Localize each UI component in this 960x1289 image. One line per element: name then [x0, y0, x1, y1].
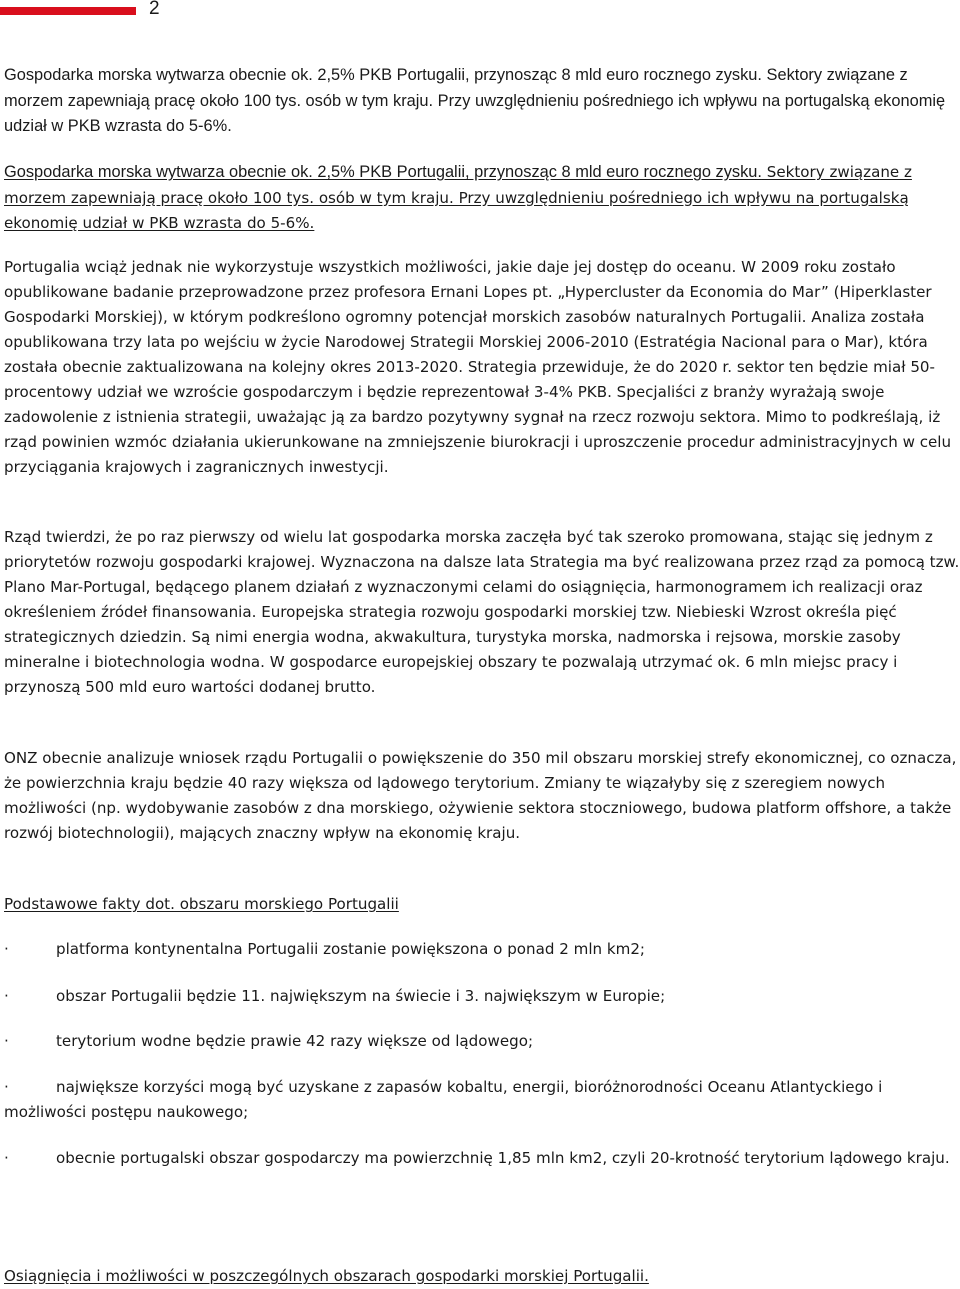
bullet-icon: · — [4, 987, 9, 1005]
facts-list-item — [4, 1029, 960, 1054]
header-accent-bar — [0, 7, 136, 15]
bullet-icon: · — [4, 1078, 9, 1096]
facts-list-item-text: obecnie portugalski obszar gospodarczy ma powierzchnię 1,85 mln km2, czyli 20-krotność terytorium lądowego kraju. — [56, 1149, 950, 1167]
bullet-icon: · — [4, 1032, 9, 1050]
bullet-icon: · — [4, 940, 9, 958]
section-heading-achievements: Osiągnięcia i możliwości w poszczególnych obszarach gospodarki morskiej Portugalii. — [4, 1267, 649, 1285]
facts-list-item-text: największe korzyści mogą być uzyskane z zapasów kobaltu, energii, bioróżnorodności Oceanu Atlantyckiego i możliwości postępu naukowego; — [4, 1078, 883, 1121]
page-number: 2 — [149, 0, 160, 19]
facts-list-item-text: platforma kontynentalna Portugalii zostanie powiększona o ponad 2 mln km2; — [56, 940, 646, 958]
paragraph-un-proposal: ONZ obecnie analizuje wniosek rządu Portugalii o powiększenie do 350 mil obszaru morskiej strefy ekonomicznej, co oznacza, że powierzchnia kraju będzie 40 razy większa od lądowego terytorium. Zmiany te wiązałyby się z szeregiem nowych możliwości (np. wydobywanie zasobów z dna morskiego, ożywienie sektora stoczniowego, budowa platform offshore, a także rozwój biotechnologii), mających znaczny wpływ na ekonomię kraju. — [4, 749, 957, 842]
link-underlined-text[interactable]: Gospodarka morska wytwarza obecnie ok. 2,5% PKB Portugalii, przynosząc 8 mld euro rocznego zysku. — [4, 163, 762, 181]
facts-list-item-text: obszar Portugalii będzie 11. największym na świecie i 3. największym w Europie; — [56, 987, 666, 1005]
paragraph-strategy: Portugalia wciąż jednak nie wykorzystuje wszystkich możliwości, jakie daje jej dostęp do oceanu. W 2009 roku zostało opublikowane badanie przeprowadzone przez profesora Ernani Lopes pt. „Hypercluster da Economia do Mar” (Hiperklaster Gospodarki Morskiej), w którym podkreślono ogromny potencjał morskich zasobów naturalnych Portugalii. Analiza została opublikowana trzy lata po wejściu w życie Narodowej Strategii Morskiej 2006-2010 (Estratégia Nacional para o Mar), która została obecnie zaktualizowana na kolejny okres 2013-2020. Strategia przewiduje, że do 2020 r. sektor ten będzie miał 50-procentowy udział we wzroście gospodarczym i będzie reprezentował 3-4% PKB. Specjaliści z branży wyrażają swoje zadowolenie z istnienia strategii, uważając ją za bardzo pozytywny sygnał na rzecz rozwoju sektora. Mimo to podkreślają, iż rząd powinien wzmóc działania ukierunkowane na zmniejszenie biurokracji i uproszczenie procedur administracyjnych w celu przyciągania krajowych i zagranicznych inwestycji. — [4, 258, 952, 476]
facts-list-item — [4, 937, 960, 962]
paragraph-intro: Gospodarka morska wytwarza obecnie ok. 2,5% PKB Portugalii, przynosząc 8 mld euro rocznego zysku. Sektory związane z morzem zapewniają pracę około 100 tys. osób w tym kraju. Przy uwzględnieniu pośredniego ich wpływu na portugalską ekonomię udział w PKB wzrasta do 5-6%. — [4, 66, 946, 135]
facts-heading: Podstawowe fakty dot. obszaru morskiego Portugalii — [4, 895, 399, 913]
facts-list-item — [4, 984, 960, 1009]
facts-list-item-text: terytorium wodne będzie prawie 42 razy większe od lądowego; — [56, 1032, 534, 1050]
paragraph-intro-repeat — [4, 160, 960, 237]
facts-list-item — [4, 1075, 960, 1125]
paragraph-government: Rząd twierdzi, że po raz pierwszy od wielu lat gospodarka morska zaczęła być tak szeroko promowana, stając się jednym z priorytetów rozwoju gospodarki krajowej. Wyznaczona na dalsze lata Strategia ma być realizowana przez rząd za pomocą tzw. Plano Mar-Portugal, będącego planem działań z wyznaczonymi celami do osiągnięcia, harmonogramem ich realizacji oraz określeniem źródeł finansowania. Europejska strategia rozwoju gospodarki morskiej tzw. Niebieski Wzrost określa pięć strategicznych dziedzin. Są nimi energia wodna, akwakultura, turystyka morska, nadmorska i rejsowa, morskie zasoby mineralne i biotechnologia wodna. W gospodarce europejskiej obszary te pozwalają utrzymać ok. 6 mln miejsc pracy i przynoszą 500 mld euro wartości dodanej brutto. — [4, 528, 960, 696]
facts-list-item — [4, 1146, 960, 1171]
link-underlined-text-continued[interactable]: Sektory związane z morzem zapewniają pracę około 100 tys. osób w tym kraju. Przy uwzględnieniu pośredniego ich wpływu na portugalską ekonomię udział w PKB wzrasta do 5-6%. — [4, 163, 912, 232]
bullet-icon: · — [4, 1149, 9, 1167]
